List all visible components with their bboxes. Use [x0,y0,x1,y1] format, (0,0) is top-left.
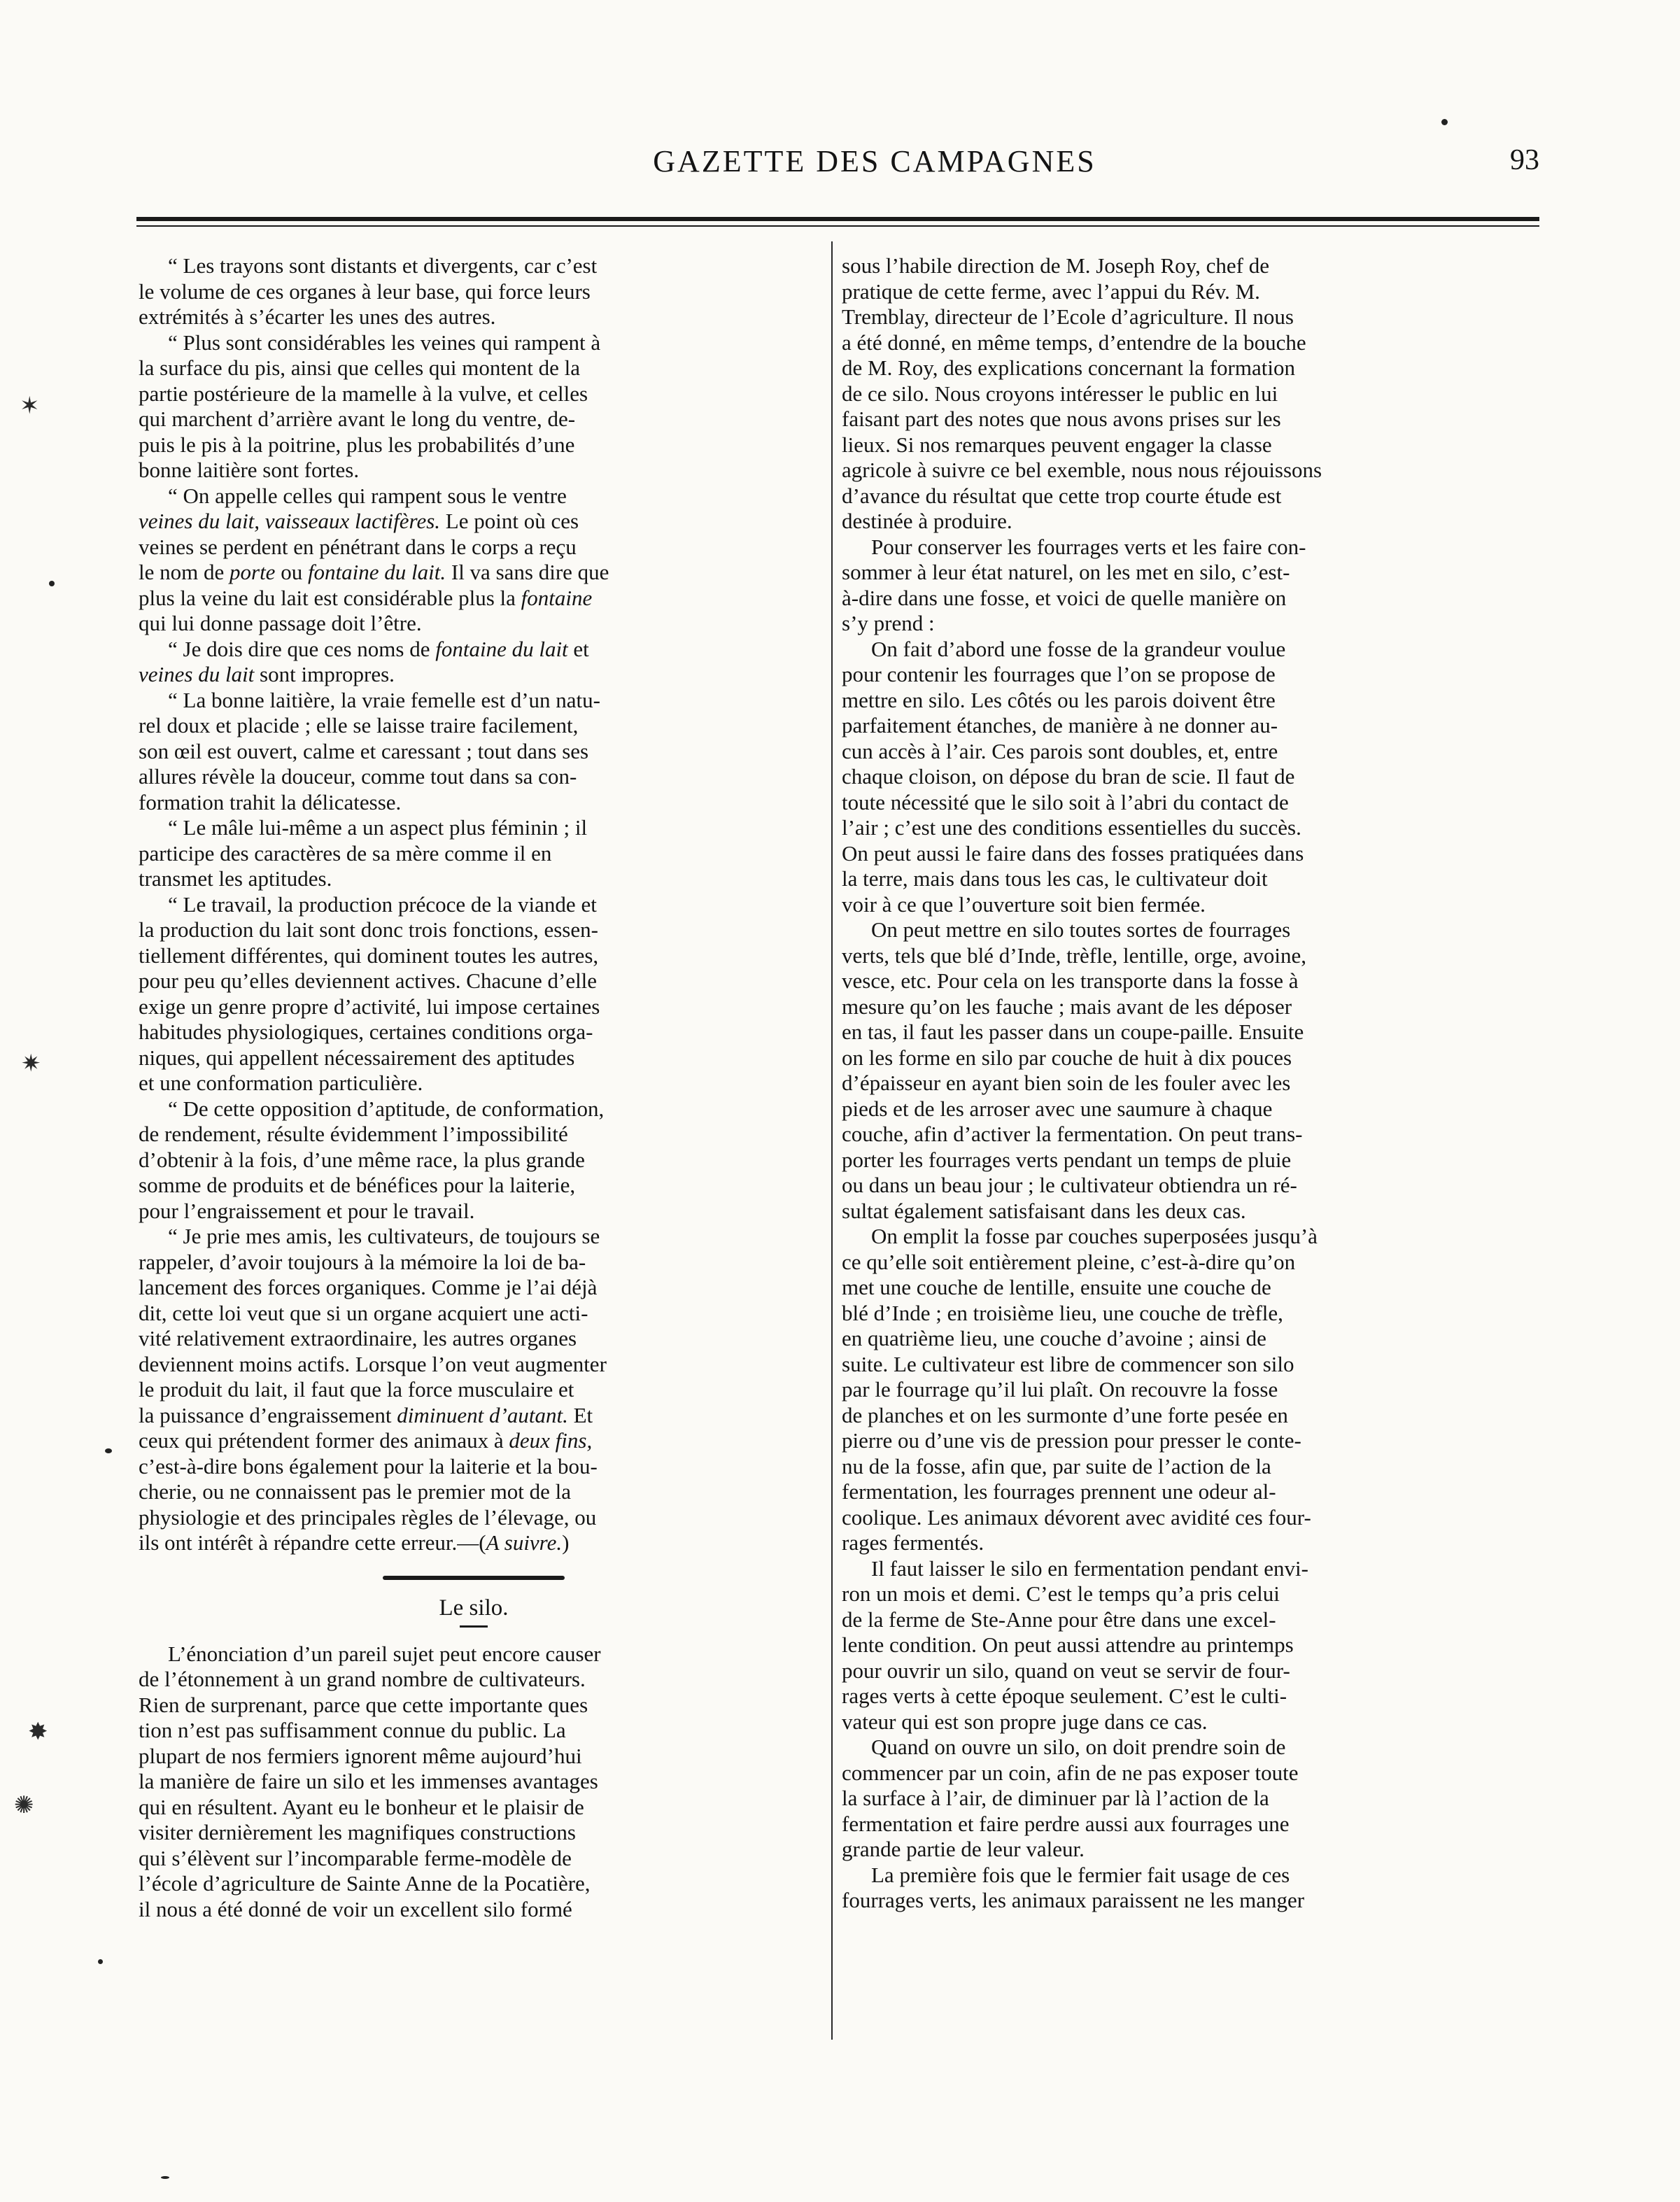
ink-speck [1441,119,1448,125]
paragraph: sous l’habile direction de M. Joseph Roy, chef de pratique de cette ferme, avec l’appui du Rév. M. Tremblay, directeur de l’Ecole d’agriculture. Il nous a été donné, en même temps, d’entendre de la bouche de M. Roy, des explications concernant la formation de ce silo. Nous croyons intéresser le public en lui faisant part des notes que nous avons prises sur les lieux. Si nos remarques peuvent engager la classe agricole à suivre ce bel exemble, nous nous réjouissons d’avance du résultat que cette trop courte étude est destinée à produire. [842,253,1322,533]
paragraph: “ La bonne laitière, la vraie femelle est d’un natu- rel doux et placide ; elle se laisse traire facilement, son œil est ouvert, calme et caressant ; tout dans ses allures révèle la douceur, comme tout dans sa con- formation trahit la délicatesse. [139,687,600,814]
italic-text: veines du lait, vaisseaux lactifères. [139,509,441,533]
running-title: GAZETTE DES CAMPAGNES [653,144,1096,178]
italic-text: veines du lait [139,662,255,686]
header-rule-thick [136,217,1539,221]
text: ) [562,1530,570,1555]
article-end-rule [383,1576,565,1580]
section-title-rule [460,1625,488,1628]
header-rule-thin [136,225,1539,227]
text: et [573,636,589,661]
paragraph: “ De cette opposition d’aptitude, de conformation, de rendement, résulte évidemment l’impossibilité d’obtenir à la fois, d’une même race, la plus grande somme de produits et de bénéfices pour la laiterie, pour l’engraissement et pour le travail. [139,1096,605,1223]
paragraph: “ Les trayons sont distants et divergents, car c’est le volume de ces organes à leur base, qui force leurs extrémités à s’écarter les unes des autres. [139,253,598,329]
left-column [139,253,809,1922]
text: Et ceux qui prétendent former des animaux à [139,1402,593,1453]
ink-blot-mark: ✶ [20,392,40,420]
section-title: Le silo. [439,1595,509,1621]
italic-text: fontaine du lait [435,636,568,661]
paragraph [139,1224,809,1556]
paragraph: Pour conserver les fourrages verts et les faire con- sommer à leur état naturel, on les met en silo, c’est- à-dire dans une fosse, et voici de quelle manière on s’y prend : [842,534,1306,635]
italic-text: A suivre. [486,1530,563,1555]
paragraph: “ Plus sont considérables les veines qui rampent à la surface du pis, ainsi que celles qui montent de la partie postérieure de la mamelle à la vulve, et celles qui marchent d’arrière avant le long du ventre, de- puis le pis à la poitrine, plus les probabilités d’une bonne laitière sont fortes. [139,330,601,482]
text: qui lui donne passage doit l’être. [139,611,422,635]
italic-text: fontaine [521,585,593,610]
paragraph: Quand on ouvre un silo, on doit prendre soin de commencer par un coin, afin de ne pas exposer toute la surface à l’air, de diminuer par là l’action de la fermentation et faire perdre aussi aux fourrages une grande partie de leur valeur. [842,1735,1299,1861]
paragraph: L’énonciation d’un pareil sujet peut encore causer de l’étonnement à un grand nombre de cultivateurs. Rien de surprenant, parce que cette importante ques tion n’est pas suffisamment connue du public. La plupart de nos fermiers ignorent même aujourd’hui la manière de faire un silo et les immenses avantages qui en résultent. Ayant eu le bonheur et le plaisir de visiter dernièrement les magnifiques constructions qui s’élèvent sur l’incomparable ferme-modèle de l’école d’agriculture de Sainte Anne de la Pocatière, il nous a été donné de voir un excellent silo formé [139,1641,601,1921]
ink-blot-mark: ✸ [28,1718,48,1746]
column-divider [831,241,833,2040]
text: ou [275,560,308,584]
paragraph: On emplit la fosse par couches superposées jusqu’à ce qu’elle soit entièrement pleine, c’est-à-dire qu’on met une couche de lentille, ensuite une couche de blé d’Inde ; en troisième lieu, une couche de trèfle, en quatrième lieu, une couche d’avoine ; ainsi de suite. Le cultivateur est libre de commencer son silo par le fourrage qu’il lui plaît. On recouvre la fosse de planches et on les surmonte d’une forte pesée en pierre ou d’une vis de pression pour presser le conte- nu de la fosse, afin que, par suite de l’action de la fermentation, les fourrages prennent une odeur al- coolique. Les animaux dévorent avec avidité ces four- rages fermentés. [842,1224,1318,1555]
italic-text: porte [230,560,276,584]
ink-speck [161,2176,169,2179]
text: “ On appelle celles qui rampent sous le ventre [168,483,567,508]
page-number: 93 [1510,144,1539,176]
paragraph: Il faut laisser le silo en fermentation pendant envi- ron un mois et demi. C’est le temps qu’a pris celui de la ferme de Ste-Anne pour être dans une excel- lente condition. On peut aussi attendre au printemps pour ouvrir un silo, quand on veut se servir de four- rages verts à cette époque seulement. C’est le culti- vateur qui est son propre juge dans ce cas. [842,1555,1308,1734]
paragraph: On peut mettre en silo toutes sortes de fourrages verts, tels que blé d’Inde, trèfle, lentille, orge, avoine, vesce, etc. Pour cela on les transporte dans la fosse à mesure qu’on les fauche ; mais avant de les déposer en tas, il faut les passer dans un coupe-paille. Ensuite on les forme en silo par couche de huit à dix pouces d’épaisseur en ayant bien soin de les fouler avec les pieds et de les arroser avec une saumure à chaque couche, afin d’activer la fermentation. On peut trans- porter les fourrages verts pendant un temps de pluie ou dans un beau jour ; le cultivateur obtiendra un ré- sultat également satisfaisant dans les deux cas. [842,917,1306,1223]
paragraph [139,637,809,688]
ink-speck [105,1448,112,1453]
right-column [842,253,1512,1914]
text: “ Je prie mes amis, les cultivateurs, de toujours se rappeler, d’avoir toujours à la mémoire la loi de ba- lancement des forces organiques. Comme je l’ai déjà dit, cette loi veut que si un organe acquiert une acti- vité relativement extraordinaire, les autres organes deviennent moins actifs. Lorsque l’on veut augmenter le produit du lait, il faut que la force musculaire et la puissance d’engraissement [139,1224,607,1427]
text: sont impropres. [254,662,395,686]
italic-text: diminuent d’autant. [397,1402,568,1427]
paragraph: La première fois que le fermier fait usage de ces fourrages verts, les animaux paraissent ne les manger [842,1862,1305,1912]
italic-text: fontaine du lait. [307,560,446,584]
text: “ Je dois dire que ces noms de [168,636,436,661]
text: Il va sans dire que plus la veine du lait est considérable plus la [139,560,609,610]
ink-speck [49,581,55,586]
ink-blot-mark: ✺ [14,1791,34,1819]
text: c’est-à-dire bons également pour la laiterie et la bou- cherie, ou ne connaissent pas le premier mot de la physiologie et des principales règles de l’élevage, ou ils ont intérêt à répandre cette erreur.—( [139,1453,598,1555]
paragraph: “ Le mâle lui-même a un aspect plus féminin ; il participe des caractères de sa mère comme il en transmet les aptitudes. [139,815,588,891]
ink-speck [98,1959,103,1964]
paragraph [139,484,809,637]
paragraph: “ Le travail, la production précoce de la viande et la production du lait sont donc trois fonctions, essen- tiellement différentes, qui dominent toutes les autres, pour peu qu’elles deviennent actives. Chacune d’elle exige un genre propre d’activité, lui impose certaines habitudes physiologiques, certaines conditions orga- niques, qui appellent nécessairement des aptitudes et une conformation particulière. [139,891,600,1095]
text: Le point où ces veines se perdent en pénétrant dans le corps a reçu le nom de [139,509,579,584]
ink-blot-mark: ✷ [21,1050,41,1078]
italic-text: deux fins, [509,1428,593,1453]
paragraph: On fait d’abord une fosse de la grandeur voulue pour contenir les fourrages que l’on se propose de mettre en silo. Les côtés ou les parois doivent être parfaitement étanches, de manière à ne donner au- cun accès à l’air. Ces parois sont doubles, et, entre chaque cloison, on dépose du bran de scie. Il faut de toute nécessité que le silo soit à l’abri du contact de l’air ; c’est une des conditions essentielles du succès. On peut aussi le faire dans des fosses pratiquées dans la terre, mais dans tous les cas, le cultivateur doit voir à ce que l’ouverture soit bien fermée. [842,636,1304,917]
